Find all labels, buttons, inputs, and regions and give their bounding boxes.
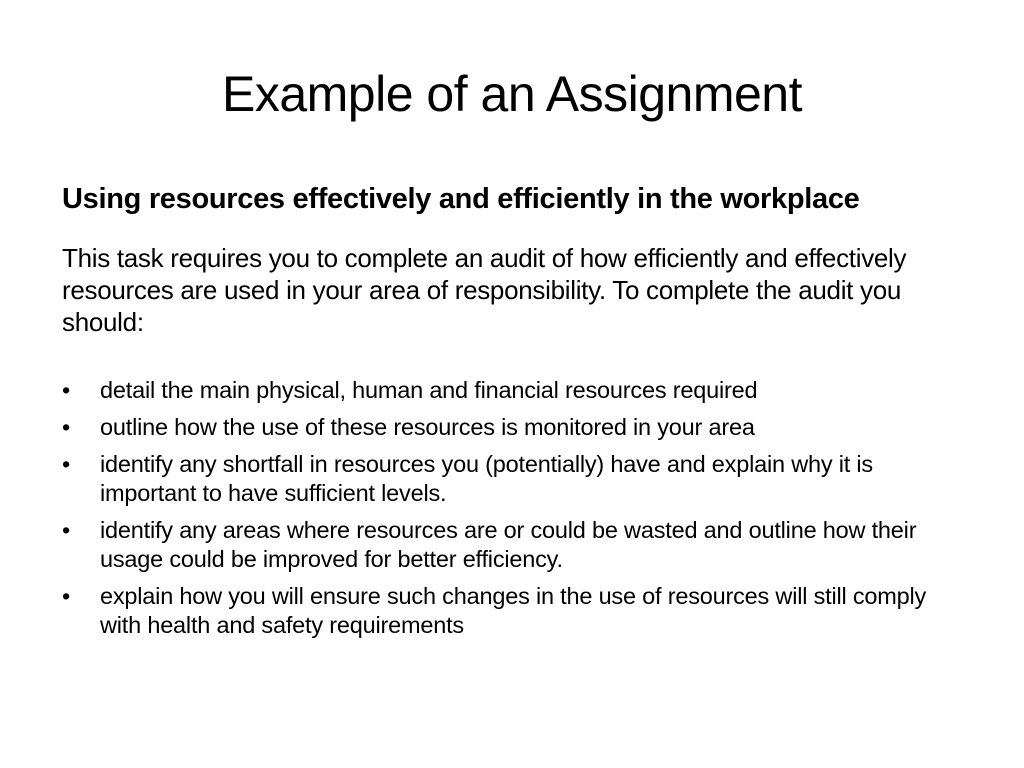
list-item [62,376,962,405]
task-list [62,376,962,640]
list-item-text: outline how the use of these resources is monitored in your area [100,414,755,440]
slide-content [62,182,962,648]
assignment-subheading: Using resources effectively and efficiently in the workplace [62,183,860,215]
bullet-icon: • [62,517,71,543]
list-item-text: explain how you will ensure such changes in the use of resources will still comply with health and safety requirements [100,583,927,638]
slide-title: Example of an Assignment [222,66,802,122]
list-item-text: identify any shortfall in resources you (potentially) have and explain why it is important to have sufficient levels. [100,451,873,506]
list-item-text: identify any areas where resources are or could be wasted and outline how their usage could be improved for better efficiency. [100,517,917,572]
list-item [62,450,962,508]
bullet-icon: • [62,451,71,477]
task-introduction: This task requires you to complete an audit of how efficiently and effectively resources are used in your area of responsibility. To complete the audit you should: [62,243,907,337]
list-item [62,582,962,640]
list-item [62,516,962,574]
bullet-icon: • [62,583,71,609]
bullet-icon: • [62,414,71,440]
list-item [62,413,962,442]
list-item-text: detail the main physical, human and financial resources required [100,377,758,403]
bullet-icon: • [62,377,71,403]
